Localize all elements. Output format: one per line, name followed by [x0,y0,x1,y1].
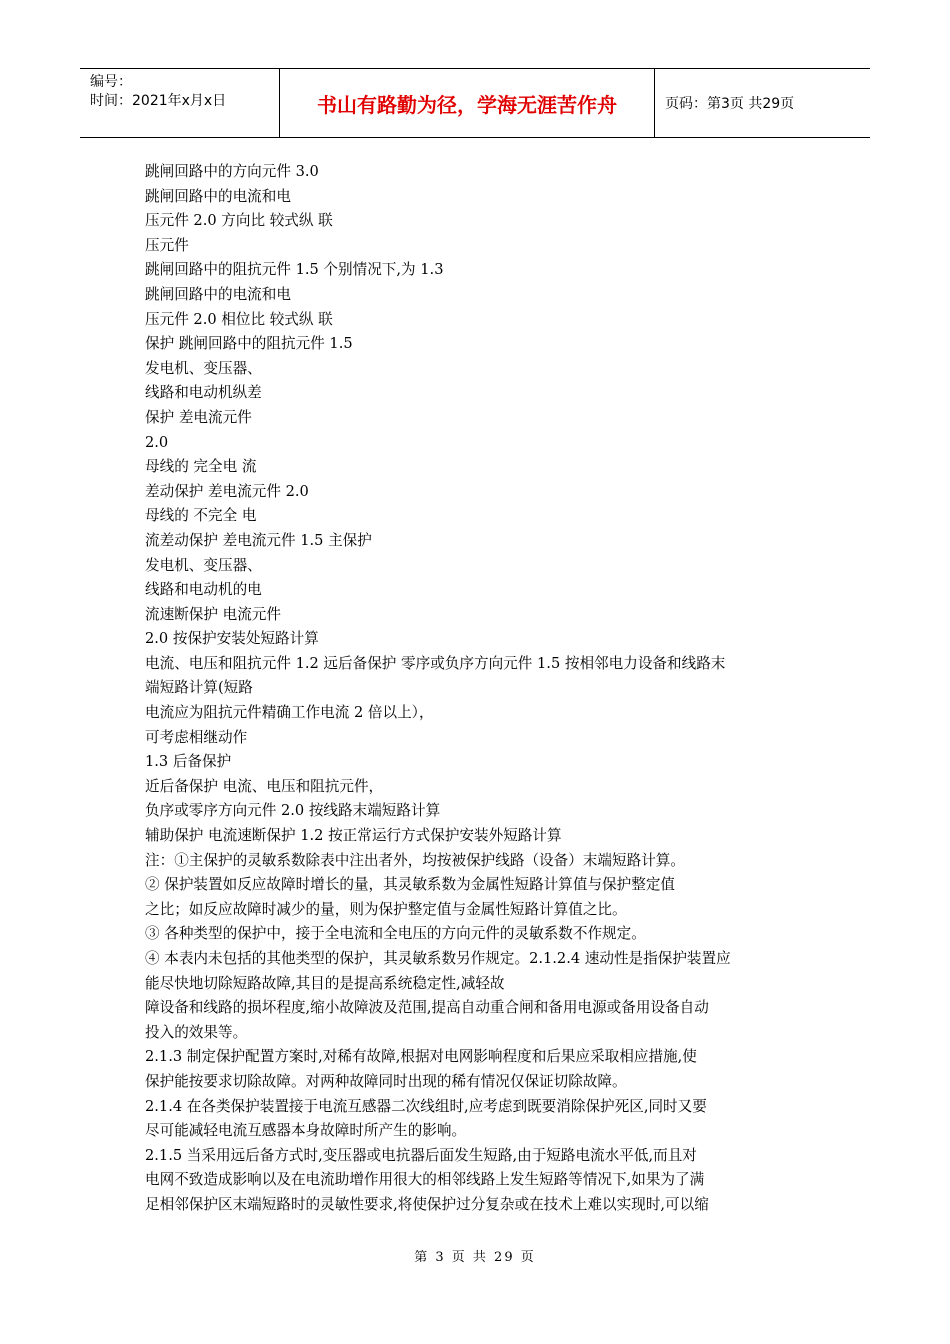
text-line: 跳闸回路中的电流和电 [145,187,291,205]
text-line: 流差动保护 差电流元件 1.5 主保护 [145,531,372,549]
text-line: 注：①主保护的灵敏系数除表中注出者外，均按被保护线路（设备）末端短路计算。 [145,851,685,869]
text-line: 压元件 [145,236,189,254]
page-header [80,68,870,138]
text-line: 跳闸回路中的方向元件 3.0 [145,163,319,180]
header-page-label: 页码：第3页 共29页 [665,96,795,112]
text-line: 近后备保护 电流、电压和阻抗元件， [145,777,384,795]
text-line: 2.1.4 在各类保护装置接于电流互感器二次线组时,应考虑到既要消除保护死区,同时又要 [145,1097,707,1115]
page-footer: 第 3 页 共 29 页 [414,1250,536,1265]
text-line: 可考虑相继动作 [145,728,248,746]
text-line: 压元件 2.0 方向比 较式纵 联 [145,212,333,230]
text-line: 足相邻保护区末端短路时的灵敏性要求,将使保护过分复杂或在技术上难以实现时,可以缩 [145,1195,709,1213]
text-line: ④ 本表内未包括的其他类型的保护，其灵敏系数另作规定。2.1.2.4 速动性是指保护装置应 [145,950,731,967]
text-line: 1.3 后备保护 [145,753,232,771]
text-line: 2.1.3 制定保护配置方案时,对稀有故障,根据对电网影响程度和后果应采取相应措施,使 [145,1048,697,1066]
text-line: 之比；如反应故障时减少的量，则为保护整定值与金属性短路计算值之比。 [145,900,627,918]
text-line: 负序或零序方向元件 2.0 按线路末端短路计算 [145,802,441,820]
text-line: 流速断保护 电流元件 [145,605,281,623]
text-line: 线路和电动机纵差 [145,384,262,402]
text-line: 电流应为阻抗元件精确工作电流 2 倍以上）， [145,704,434,722]
text-line: 线路和电动机的电 [145,581,262,599]
text-line: 保护 差电流元件 [145,408,252,426]
text-line: 2.1.5 当采用远后备方式时,变压器或电抗器后面发生短路,由于短路电流水平低,而且对 [145,1146,697,1164]
text-line: 母线的 完全电 流 [145,458,257,476]
text-line: 障设备和线路的损坏程度,缩小故障波及范围,提高自动重合闸和备用电源或备用设备自动 [145,999,709,1017]
document-number-label: 编号： [90,74,132,90]
text-line: 母线的 不完全 电 [145,507,257,525]
text-line: 电网不致造成影响以及在电流助增作用很大的相邻线路上发生短路等情况下,如果为了满 [145,1171,705,1189]
text-line: ③ 各种类型的保护中，接于全电流和全电压的方向元件的灵敏系数不作规定。 [145,925,646,943]
text-line: 2.0 按保护安装处短路计算 [145,630,319,648]
text-line: 跳闸回路中的阻抗元件 1.5 个别情况下,为 1.3 [145,261,444,279]
text-line: 尽可能减轻电流互感器本身故障时所产生的影响。 [145,1122,467,1140]
text-line: 差动保护 差电流元件 2.0 [145,482,309,500]
document-body [145,160,825,1218]
text-line: 跳闸回路中的电流和电 [145,285,291,303]
header-meta [80,69,280,137]
text-line: 投入的效果等。 [145,1023,248,1041]
text-line: 电流、电压和阻抗元件 1.2 远后备保护 零序或负序方向元件 1.5 按相邻电力设备和线路末 [145,654,726,672]
text-line: 发电机、变压器、 [145,359,262,377]
text-line: 辅助保护 电流速断保护 1.2 按正常运行方式保护安装外短路计算 [145,827,562,845]
text-line: 2.0 [145,433,169,451]
text-line: 压元件 2.0 相位比 较式纵 联 [145,310,333,328]
text-line: 发电机、变压器、 [145,556,262,574]
text-line: 能尽快地切除短路故障,其目的是提高系统稳定性,减轻故 [145,974,505,992]
document-date-label: 时间：2021年x月x日 [90,93,227,109]
text-line: 保护 跳闸回路中的阻抗元件 1.5 [145,335,353,353]
text-line: 保护能按要求切除故障。对两种故障同时出现的稀有情况仅保证切除故障。 [145,1072,627,1090]
header-motto: 书山有路勤为径，学海无涯苦作舟 [280,69,655,137]
text-line: ② 保护装置如反应故障时增长的量，其灵敏系数为金属性短路计算值与保护整定值 [145,876,676,894]
text-line: 端短路计算(短路 [145,679,253,697]
